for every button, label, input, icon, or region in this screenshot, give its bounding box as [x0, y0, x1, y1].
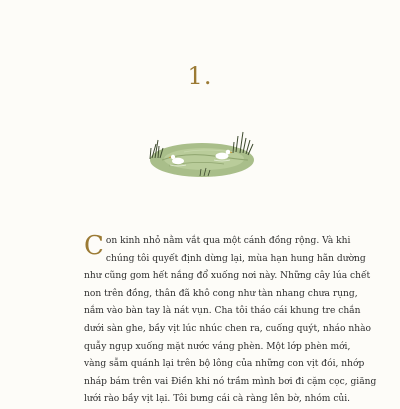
text-line: như cũng gom hết nắng đổ xuống nơi này. Những cây lúa chết	[84, 271, 371, 282]
text-line: quẫy ngụp xuống mặt nước váng phèn. Một lớp phèn mới,	[84, 341, 351, 352]
text-line: on kinh nhỏ nằm vắt qua một cánh đồng rộng. Và khi	[105, 236, 351, 246]
text-line: lưới rào bầy vịt lại. Tôi bưng cái cà ràng lên bờ, nhóm củi.	[84, 394, 351, 405]
drop-cap: C	[84, 231, 104, 261]
text-line: dưới sàn ghe, bầy vịt lúc nhúc chen ra, cuống quýt, nháo nhào	[84, 323, 372, 334]
text-line: nắm vào bàn tay là nát vụn. Cha tôi tháo cái khung tre chắn	[84, 306, 361, 317]
pond-ducks-illustration	[144, 122, 264, 192]
text-line: vàng sẫm quánh lại trên bộ lông của những con vịt đói, nhớp	[84, 359, 365, 370]
chapter-opening-paragraph	[84, 231, 377, 409]
chapter-number: 1.	[187, 62, 213, 90]
text-line: nháp bám trên vai Điền khi nó trầm mình bơi đi cặm cọc, giăng	[84, 376, 377, 387]
text-line: chúng tôi quyết định dừng lại, mùa hạn hung hãn dường	[105, 253, 366, 264]
text-line: non trên đồng, thân đã khô cong như tàn nhang chưa rụng,	[84, 288, 358, 299]
